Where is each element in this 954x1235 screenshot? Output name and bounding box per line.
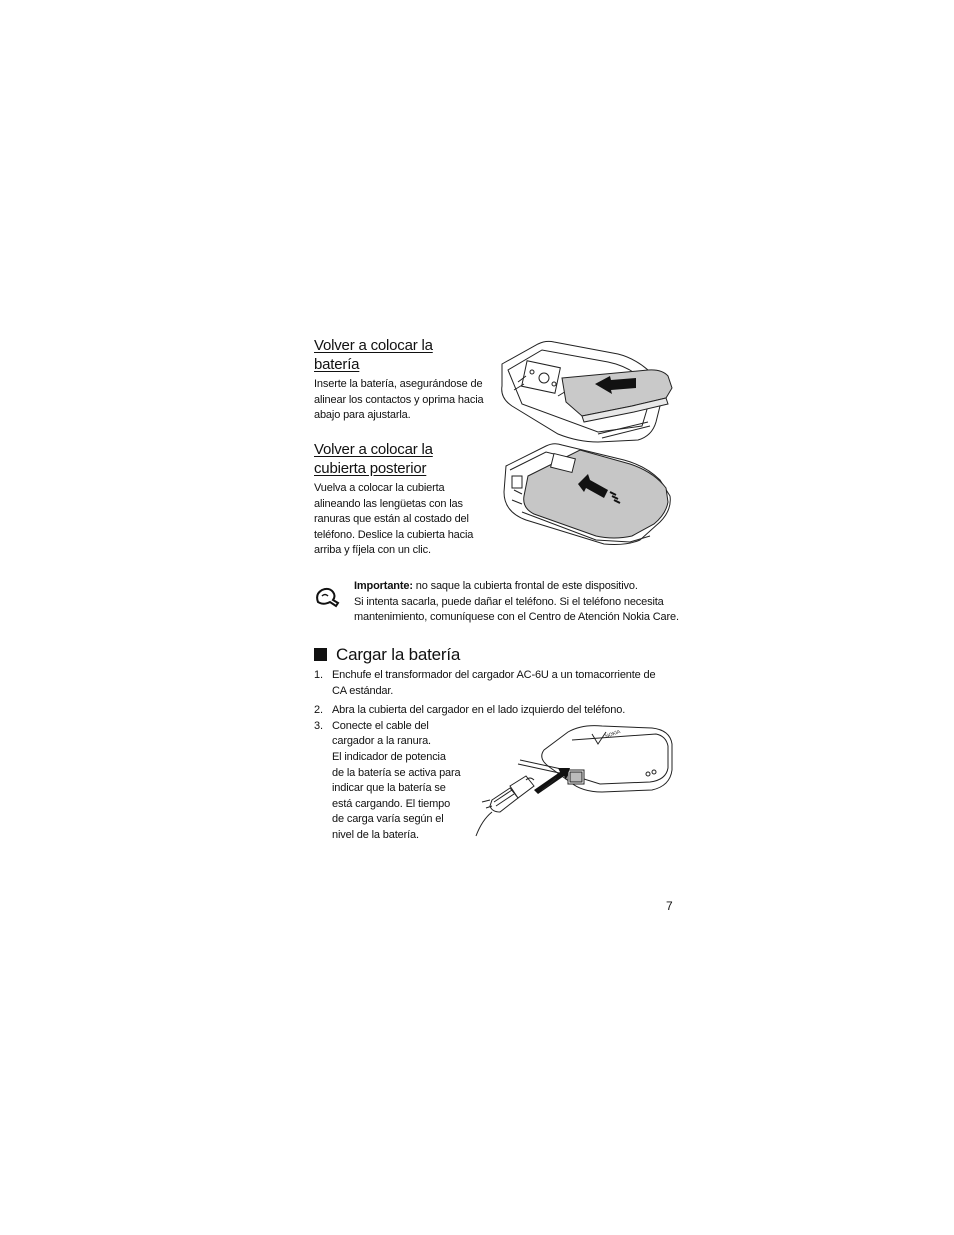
back-cover-illustration <box>500 440 676 550</box>
list-item: 1. Enchufe el transformador del cargador AC-6U a un tomacorriente de CA estándar. <box>314 669 656 697</box>
important-icon <box>314 586 340 608</box>
list-item: 2. Abra la cubierta del cargador en el lado izquierdo del teléfono. <box>314 704 626 717</box>
important-note: Importante: no saque la cubierta frontal de este dispositivo. Si intenta sacarla, puede dañar el teléfono. Si el teléfono necesita mantenimiento, comuníquese con el Centro de Atención Nokia Care. <box>354 580 679 624</box>
battery-insert-illustration <box>498 336 676 446</box>
section-title-charge-battery: Cargar la batería <box>336 645 461 664</box>
section-text-replace-battery: Inserte la batería, asegurándose de alinear los contactos y oprima hacia abajo para ajustarla. <box>314 378 484 422</box>
section-text-replace-back-cover: Vuelva a colocar la cubierta alineando las lengüetas con las ranuras que están al costado del teléfono. Deslice la cubierta hacia arriba y fíjela con un clic. <box>314 482 474 557</box>
section-title-replace-battery: Volver a colocar la batería <box>314 337 433 373</box>
charger-connection-illustration <box>472 720 676 840</box>
list-item: 3. Conecte el cable del cargador a la ranura. El indicador de potencia de la batería se activa para indicar que la batería se está cargando. El tiempo de carga varía según el nivel de la batería. <box>314 719 461 841</box>
page-number: 7 <box>666 899 673 913</box>
svg-text:NOKIA: NOKIA <box>604 728 622 740</box>
section-bullet-square <box>314 648 327 661</box>
section-title-replace-back-cover: Volver a colocar la cubierta posterior <box>314 441 433 477</box>
